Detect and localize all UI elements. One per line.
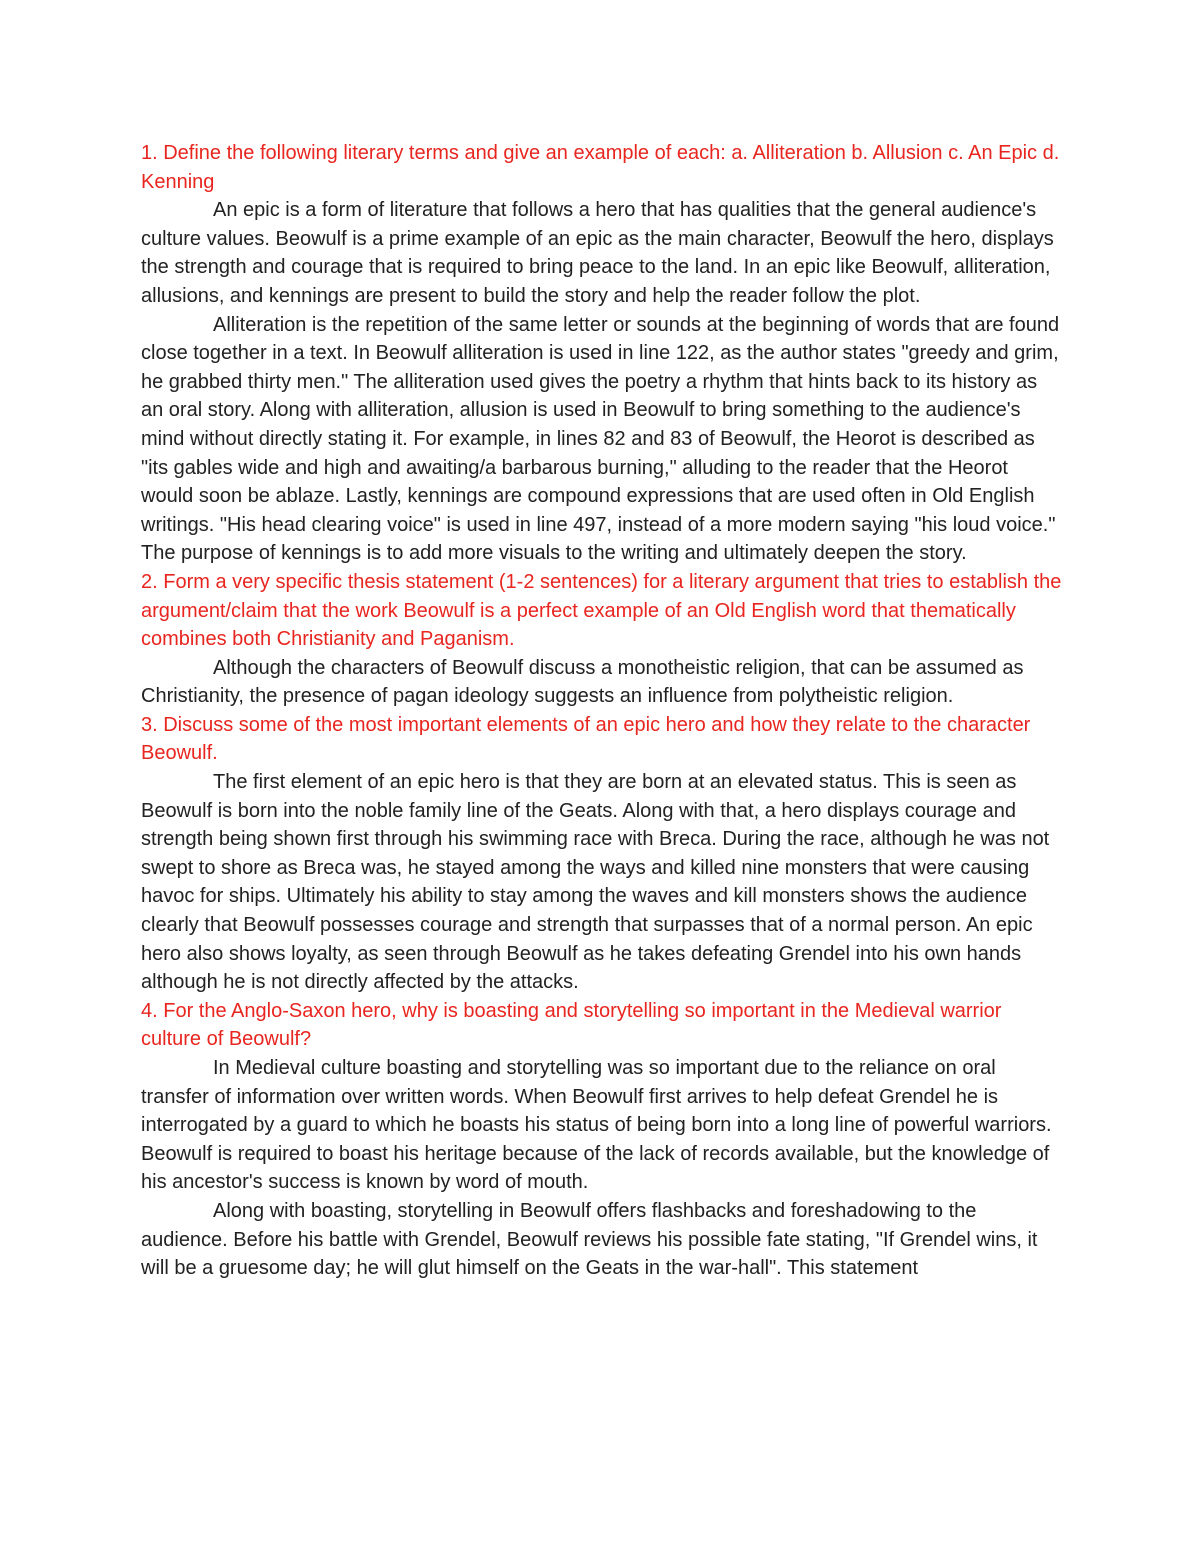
- question-2: 2. Form a very specific thesis statement (1-2 sentences) for a literary argument that tries to establish the argument/claim that the work Beowulf is a perfect example of an Old English word that thematically combines both Christianity and Paganism.: [141, 570, 1062, 651]
- question-3: 3. Discuss some of the most important elements of an epic hero and how they relate to the character Beowulf.: [141, 713, 1031, 765]
- answer-4-paragraph-1: In Medieval culture boasting and storytelling was so important due to the reliance on oral transfer of information over written words. When Beowulf first arrives to help defeat Grendel he is interrogated by a guard to which he boasts his status of being born into a long line of powerful warriors. Beowulf is required to boast his heritage because of the lack of records available, but the knowledge of his ancestor's success is known by word of mouth.: [141, 1057, 1052, 1194]
- answer-1-paragraph-2: Alliteration is the repetition of the same letter or sounds at the beginning of words that are found close together in a text. In Beowulf alliteration is used in line 122, as the author states "greedy and grim, he grabbed thirty men." The alliteration used gives the poetry a rhythm that hints back to its history as an oral story. Along with alliteration, allusion is used in Beowulf to bring something to the audience's mind without directly stating it. For example, in lines 82 and 83 of Beowulf, the Heorot is described as "its gables wide and high and awaiting/a barbarous burning," alluding to the reader that the Heorot would soon be ablaze. Lastly, kennings are compound expressions that are used often in Old English writings. "His head clearing voice" is used in line 497, instead of a more modern saying "his loud voice." The purpose of kennings is to add more visuals to the writing and ultimately deepen the story.: [141, 313, 1060, 565]
- document-body: [141, 139, 1063, 1283]
- answer-4-paragraph-2: Along with boasting, storytelling in Beowulf offers flashbacks and foreshadowing to the audience. Before his battle with Grendel, Beowulf reviews his possible fate stating, "If Grendel wins, it will be a gruesome day; he will glut himself on the Geats in the war-hall". This statement: [141, 1199, 1038, 1280]
- answer-1-paragraph-1: An epic is a form of literature that follows a hero that has qualities that the general audience's culture values. Beowulf is a prime example of an epic as the main character, Beowulf the hero, displays the strength and courage that is required to bring peace to the land. In an epic like Beowulf, alliteration, allusions, and kennings are present to build the story and help the reader follow the plot.: [141, 199, 1054, 307]
- answer-3-paragraph-1: The first element of an epic hero is that they are born at an elevated status. This is seen as Beowulf is born into the noble family line of the Geats. Along with that, a hero displays courage and strength being shown first through his swimming race with Breca. During the race, although he was not swept to shore as Breca was, he stayed among the ways and killed nine monsters that were causing havoc for ships. Ultimately his ability to stay among the waves and kill monsters shows the audience clearly that Beowulf possesses courage and strength that surpasses that of a normal person. An epic hero also shows loyalty, as seen through Beowulf as he takes defeating Grendel into his own hands although he is not directly affected by the attacks.: [141, 771, 1050, 994]
- question-4: 4. For the Anglo-Saxon hero, why is boasting and storytelling so important in the Medieval warrior culture of Beowulf?: [141, 999, 1002, 1051]
- question-1: 1. Define the following literary terms and give an example of each: a. Alliteration b. Allusion c. An Epic d. Kenning: [141, 142, 1060, 193]
- answer-2-paragraph-1: Although the characters of Beowulf discuss a monotheistic religion, that can be assumed as Christianity, the presence of pagan ideology suggests an influence from polytheistic religion.: [141, 656, 1024, 708]
